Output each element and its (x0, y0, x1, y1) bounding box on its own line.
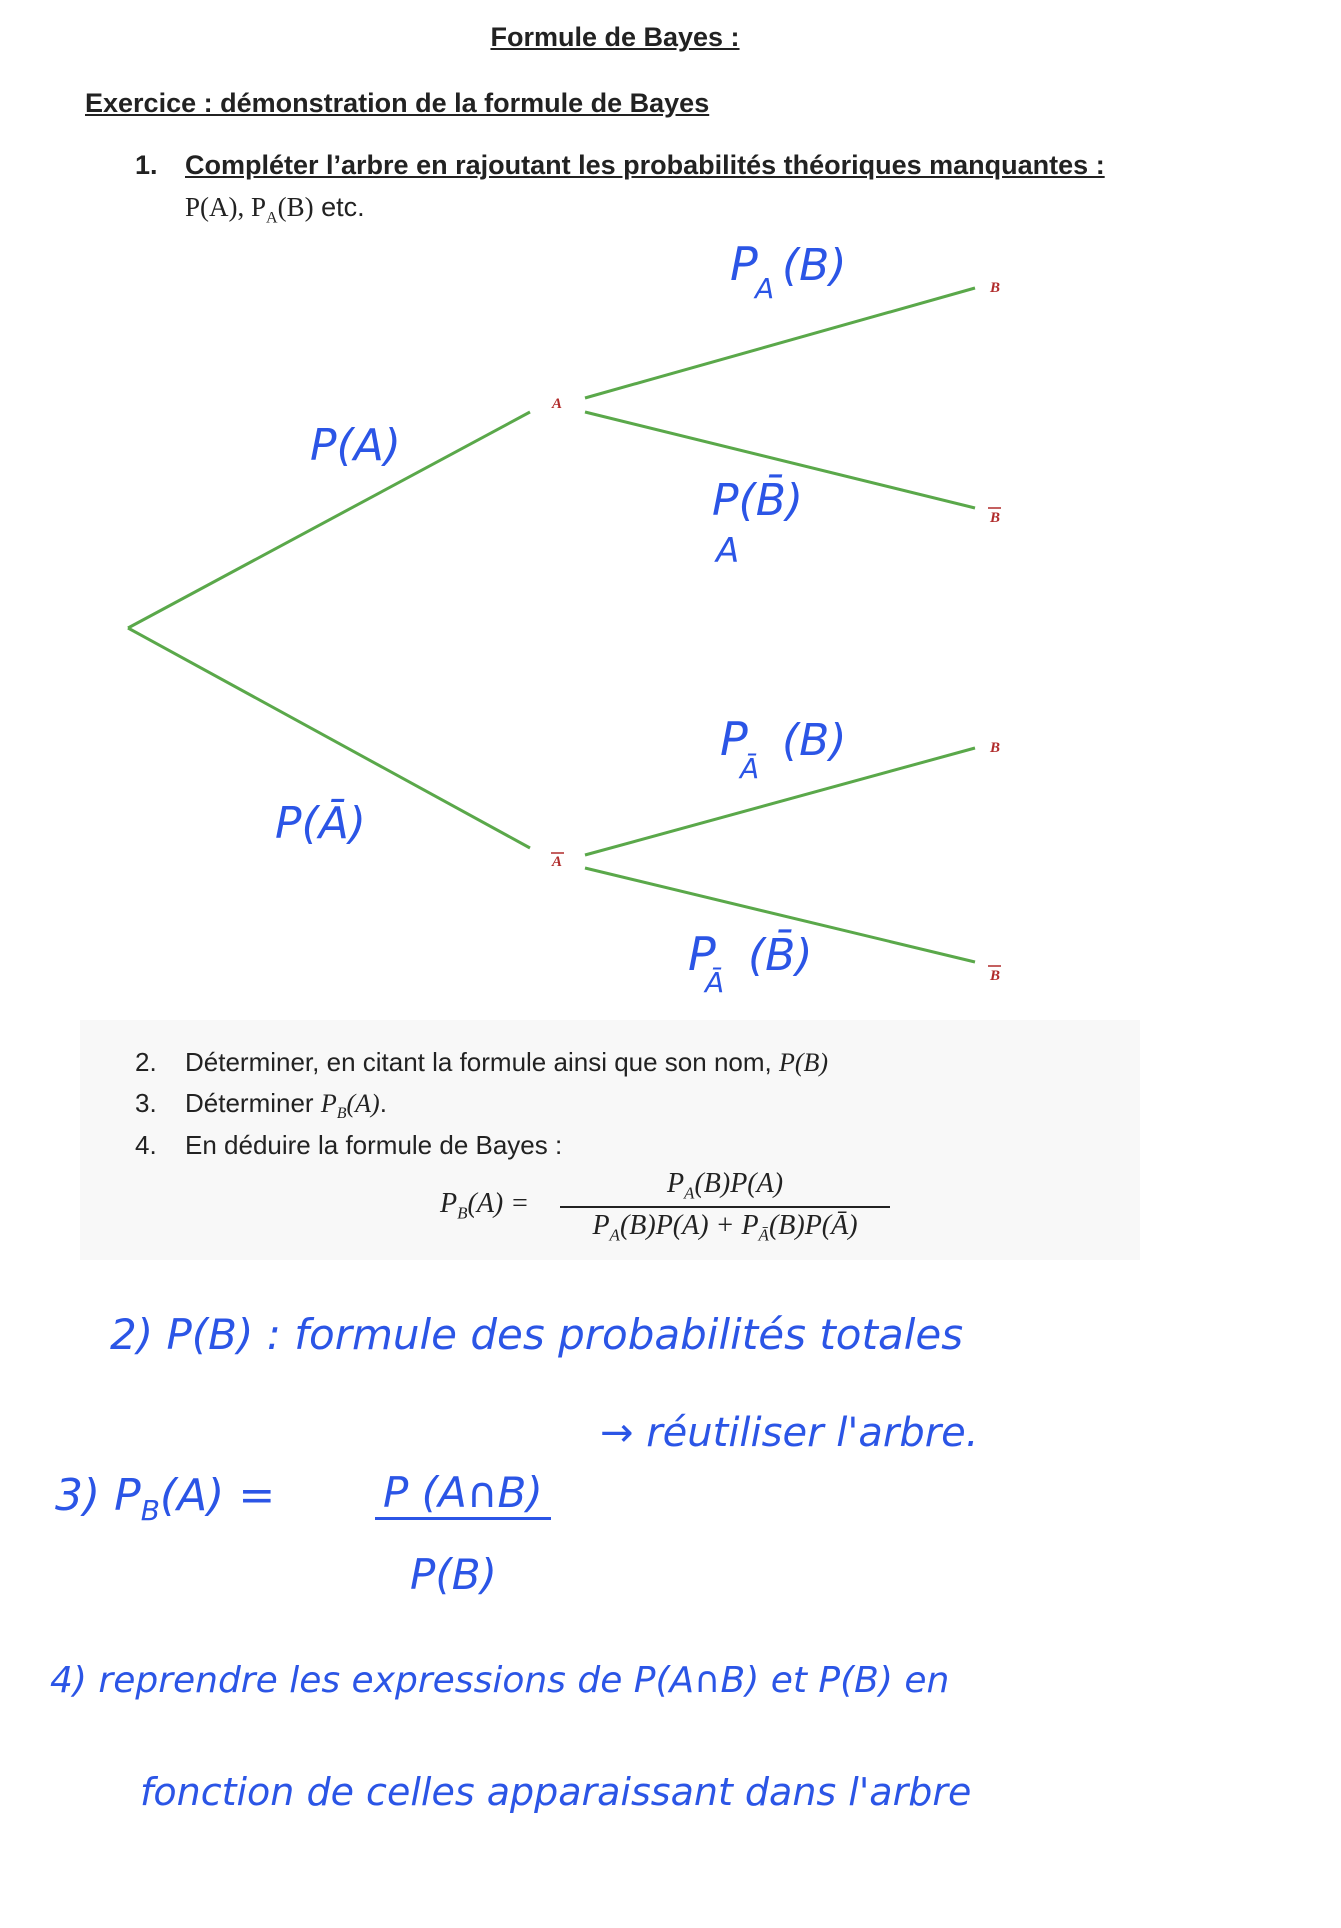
answer-4-line-1: 4) reprendre les expressions de P(A∩B) et P(B) en (50, 1660, 950, 1701)
math-expression: (A) (346, 1089, 380, 1118)
label-tail: (B̄) (748, 930, 813, 981)
question-2 (135, 1047, 828, 1078)
answer-text: (A) = (159, 1470, 276, 1521)
answer-2: 2) P(B) : formule des probabilités totales (110, 1310, 964, 1359)
label-PAbar-Bbar (688, 927, 813, 999)
branch-Abar-B (585, 748, 975, 855)
answer-3-denominator: P(B) (410, 1550, 497, 1599)
question-number: 1. (135, 150, 158, 180)
label-P-Abar: P(Ā) (275, 798, 366, 849)
node-B-bottom: B (990, 740, 1001, 756)
math-expression: (A) = (467, 1188, 530, 1219)
label-sub: A (716, 531, 740, 571)
question-text: En déduire la formule de Bayes : (185, 1130, 563, 1160)
math-subscript: Ā (758, 1225, 769, 1245)
label-PA-Bbar (712, 473, 803, 571)
math-expression: P (320, 1089, 337, 1118)
math-subscript: B (336, 1105, 347, 1123)
math-expression: P (666, 1168, 685, 1199)
label-sub: Ā (705, 966, 725, 999)
formula-numerator (560, 1168, 890, 1208)
branch-A-B (585, 288, 975, 398)
node-A-bar: A (552, 854, 563, 870)
etc-text: etc. (313, 192, 365, 222)
question-text: Compléter l’arbre en rajoutant les probabilités théoriques manquantes : (185, 150, 1105, 180)
node-A: A (552, 396, 563, 412)
exercise-title: Exercice : démonstration de la formule de Bayes (85, 88, 710, 118)
node-B-top: B (990, 280, 1001, 296)
question-4 (135, 1130, 562, 1161)
label-P: P(B̄) (712, 475, 804, 526)
math-expression: P(A), P (185, 192, 267, 222)
math-expression: P (592, 1209, 610, 1241)
formula-denominator (560, 1208, 890, 1246)
question-number: 3. (135, 1088, 157, 1118)
label-P: P (730, 237, 758, 291)
math-expression: (B)P(Ā) (768, 1209, 858, 1241)
answer-3-lhs (55, 1470, 275, 1527)
node-B-bar-bottom: B (990, 968, 1001, 984)
formula-lhs (440, 1188, 529, 1224)
label-PAbar-B (720, 712, 847, 785)
math-expression: P(B) (778, 1048, 829, 1077)
math-subscript: A (684, 1183, 695, 1203)
math-expression: (B) (277, 192, 314, 222)
label-P: P (720, 712, 748, 766)
math-subscript: A (609, 1225, 620, 1245)
punctuation: . (379, 1088, 387, 1118)
question-number: 2. (135, 1047, 157, 1077)
question-3 (135, 1088, 387, 1123)
answer-text: 3) P (55, 1470, 141, 1521)
answer-4-line-2: fonction de celles apparaissant dans l'arbre (140, 1770, 972, 1814)
label-P-A: P(A) (310, 420, 401, 471)
math-expression: (B)P(A) + P (619, 1209, 759, 1241)
formula-fraction (560, 1168, 890, 1245)
question-text: Déterminer (185, 1088, 321, 1118)
label-PA-B (730, 237, 847, 305)
math-subscript: B (457, 1203, 468, 1223)
math-expression: P (440, 1188, 458, 1219)
label-sub: A (755, 272, 775, 305)
math-subscript: A (266, 209, 278, 227)
document-title: Formule de Bayes : (490, 22, 740, 52)
question-text: Déterminer, en citant la formule ainsi que son nom, (185, 1047, 779, 1077)
answer-3-numerator: P (A∩B) (375, 1468, 551, 1520)
label-tail: (B) (782, 715, 847, 766)
label-sub: Ā (740, 752, 760, 785)
answer-3-note: → réutiliser l'arbre. (600, 1410, 979, 1456)
label-tail: (B) (782, 240, 847, 291)
label-P: P (688, 927, 716, 981)
node-B-bar-top: B (990, 510, 1001, 526)
math-expression: (B)P(A) (694, 1168, 784, 1199)
answer-subscript: B (140, 1493, 160, 1527)
question-number: 4. (135, 1130, 157, 1160)
